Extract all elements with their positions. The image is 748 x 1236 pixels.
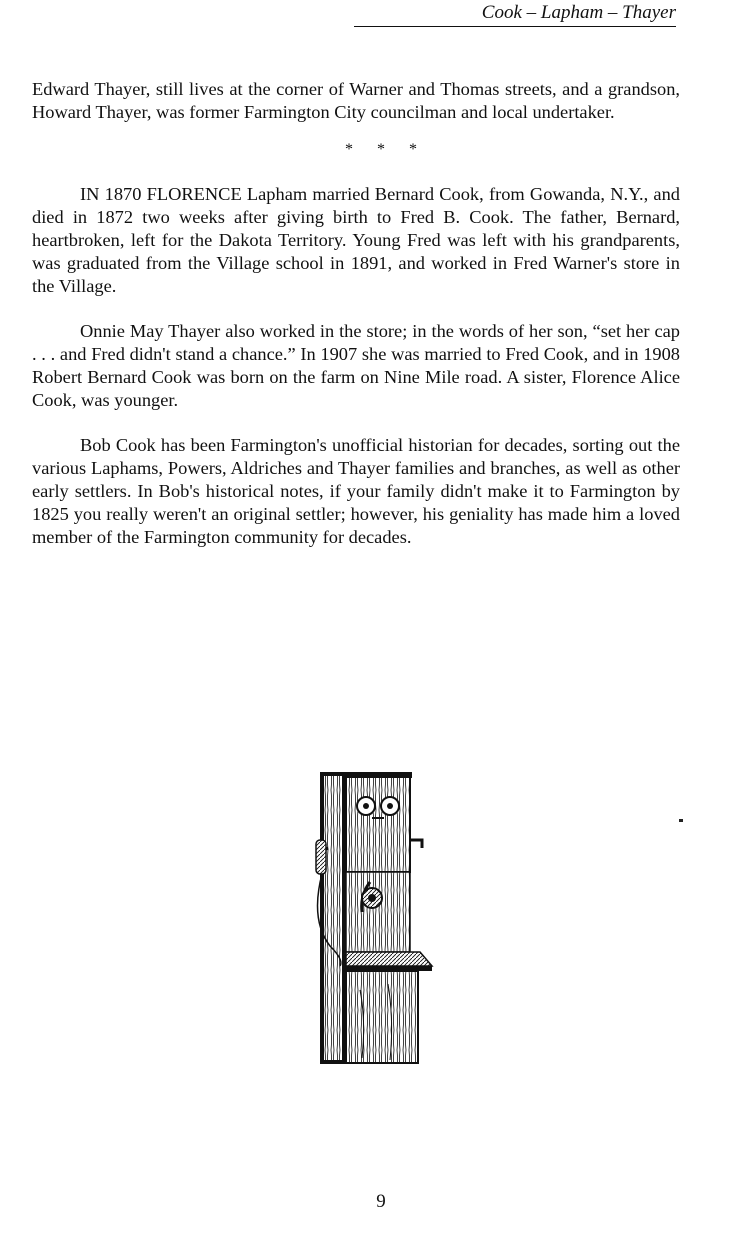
body-text [32,78,680,571]
paragraph-florence: IN 1870 FLORENCE Lapham married Bernard Cook, from Gowanda, N.Y., and died in 1872 two weeks after giving birth to Fred B. Cook. The father, Bernard, heartbroken, left for the Dakota Territory. Young Fred was left with his grandparents, was graduated from the Village school in 1891, and worked in Fred Warner's store in the Village. [32,184,680,296]
section-separator: * * * [345,141,427,158]
wall-telephone-icon [300,770,440,1066]
running-head: Cook – Lapham – Thayer [354,0,676,27]
paragraph-continuation: Edward Thayer, still lives at the corner of Warner and Thomas streets, and a grandson, Howard Thayer, was former Farmington City councilman and local undertaker. [32,79,680,122]
paragraph-bob: Bob Cook has been Farmington's unofficial historian for decades, sorting out the various Laphams, Powers, Aldriches and Thayer families and branches, as well as other early settlers. In Bob's historical notes, if your family didn't make it to Farmington by 1825 you really weren't an original settler; however, his geniality has made him a loved member of the Farmington community for decades. [32,435,680,547]
paragraph-onnie: Onnie May Thayer also worked in the store; in the words of her son, “set her cap . . . and Fred didn't stand a chance.” In 1907 she was married to Fred Cook, and in 1908 Robert Bernard Cook was born on the farm on Nine Mile road. A sister, Florence Alice Cook, was younger. [32,321,680,410]
page-number: 9 [376,1191,386,1212]
stray-ink-mark [679,819,683,822]
